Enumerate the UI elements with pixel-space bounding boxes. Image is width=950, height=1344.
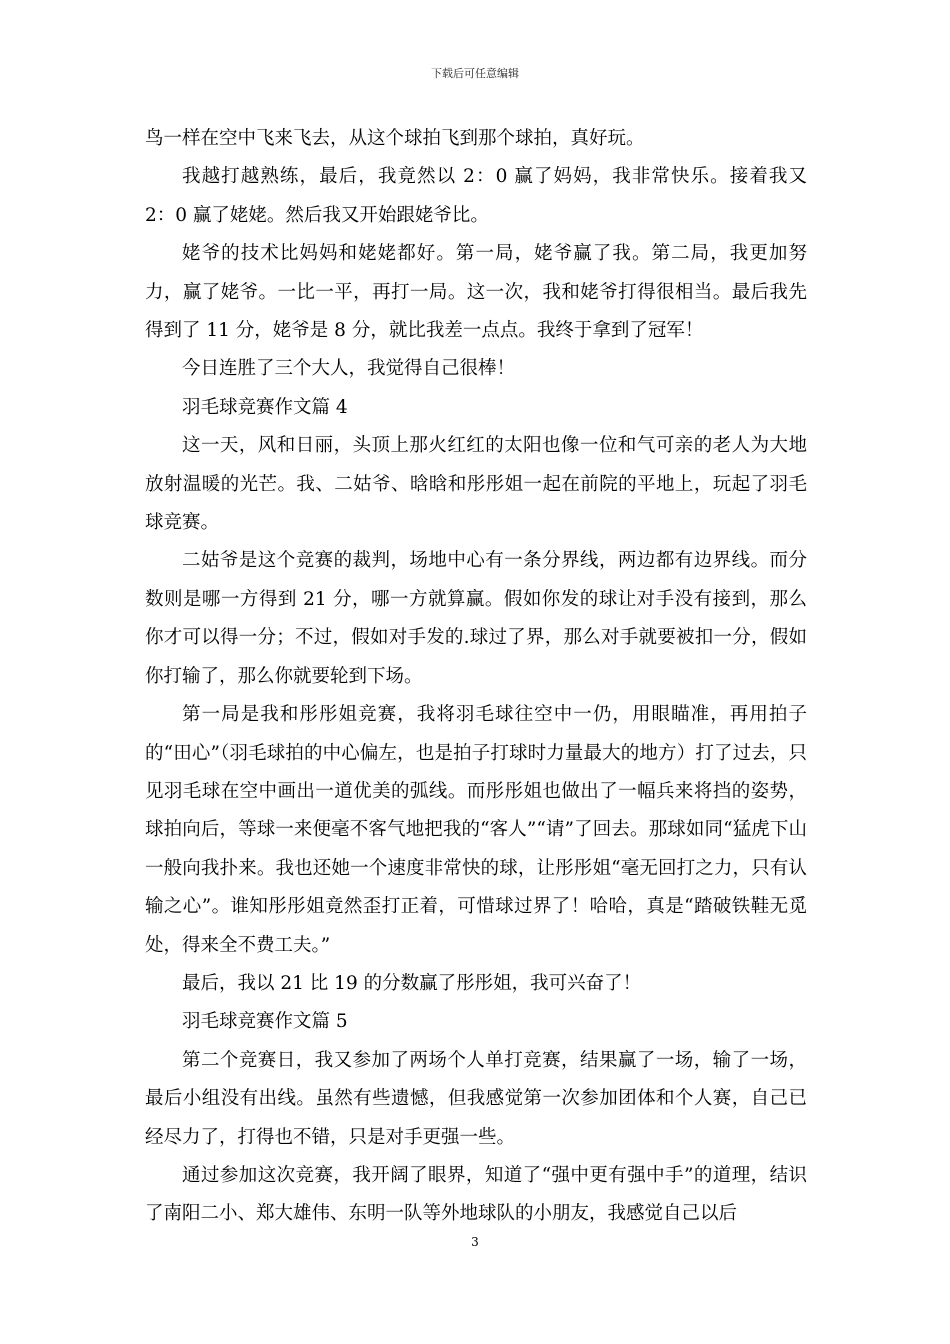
paragraph: 这一天，风和日丽，头顶上那火红红的太阳也像一位和气可亲的老人为大地放射温暖的光芒。我、二姑爷、晗晗和彤彤姐一起在前院的平地上，玩起了羽毛球竞赛。 [145,435,807,534]
paragraph: 我越打越熟练，最后，我竟然以 2：0 赢了妈妈，我非常快乐。接着我又 2：0 赢了姥姥。然后我又开始跟姥爷比。 [145,166,807,226]
paragraph: 二姑爷是这个竞赛的裁判，场地中心有一条分界线，两边都有边界线。而分数则是哪一方得到 21 分，哪一方就算赢。假如你发的球让对手没有接到，那么你才可以得一分；不过，假如对手发的.球过了界，那么对手就要被扣一分，假如你打输了，那么你就要轮到下场。 [145,550,807,687]
paragraph: 第二个竞赛日，我又参加了两场个人单打竞赛，结果赢了一场，输了一场，最后小组没有出线。虽然有些遗憾，但我感觉第一次参加团体和个人赛，自己已经尽力了，打得也不错，只是对手更强一些。 [145,1049,807,1148]
section-heading: 羽毛球竞赛作文篇 4 [182,396,348,418]
section-heading: 羽毛球竞赛作文篇 5 [182,1011,348,1033]
paragraph: 最后，我以 21 比 19 的分数赢了彤彤姐，我可兴奋了！ [182,972,642,994]
paragraph: 通过参加这次竞赛，我开阔了眼界，知道了“强中更有强中手”的道理，结识了南阳二小、郑大雄伟、东明一队等外地球队的小朋友，我感觉自己以后 [145,1164,807,1225]
paragraph: 今日连胜了三个大人，我觉得自己很棒！ [182,358,516,380]
page-number: 3 [471,1235,479,1249]
paragraph: 第一局是我和彤彤姐竞赛，我将羽毛球往空中一仍，用眼瞄准，再用拍子的“田心”（羽毛球拍的中心偏左，也是拍子打球时力量最大的地方）打了过去，只见羽毛球在空中画出一道优美的弧线。而彤彤姐也做出了一幅兵来将挡的姿势，球拍向后，等球一来便毫不客气地把我的“客人”“请”了回去。那球如同“猛虎下山一般向我扑来。我也还她一个速度非常快的球，让彤彤姐“毫无回打之力，只有认输之心”。谁知彤彤姐竟然歪打正着，可惜球过界了！哈哈，真是“踏破铁鞋无觅处，得来全不费工夫。” [145,704,807,956]
paragraph: 姥爷的技术比妈妈和姥姥都好。第一局，姥爷赢了我。第二局，我更加努力，赢了姥爷。一比一平，再打一局。这一次，我和姥爷打得很相当。最后我先得到了 11 分，姥爷是 8 分，就比我差一点点。我终于拿到了冠军！ [145,243,807,342]
page-header: 下载后可任意编辑 [431,67,519,80]
document-body [145,120,807,1234]
paragraph: 鸟一样在空中飞来飞去，从这个球拍飞到那个球拍，真好玩。 [145,128,645,149]
